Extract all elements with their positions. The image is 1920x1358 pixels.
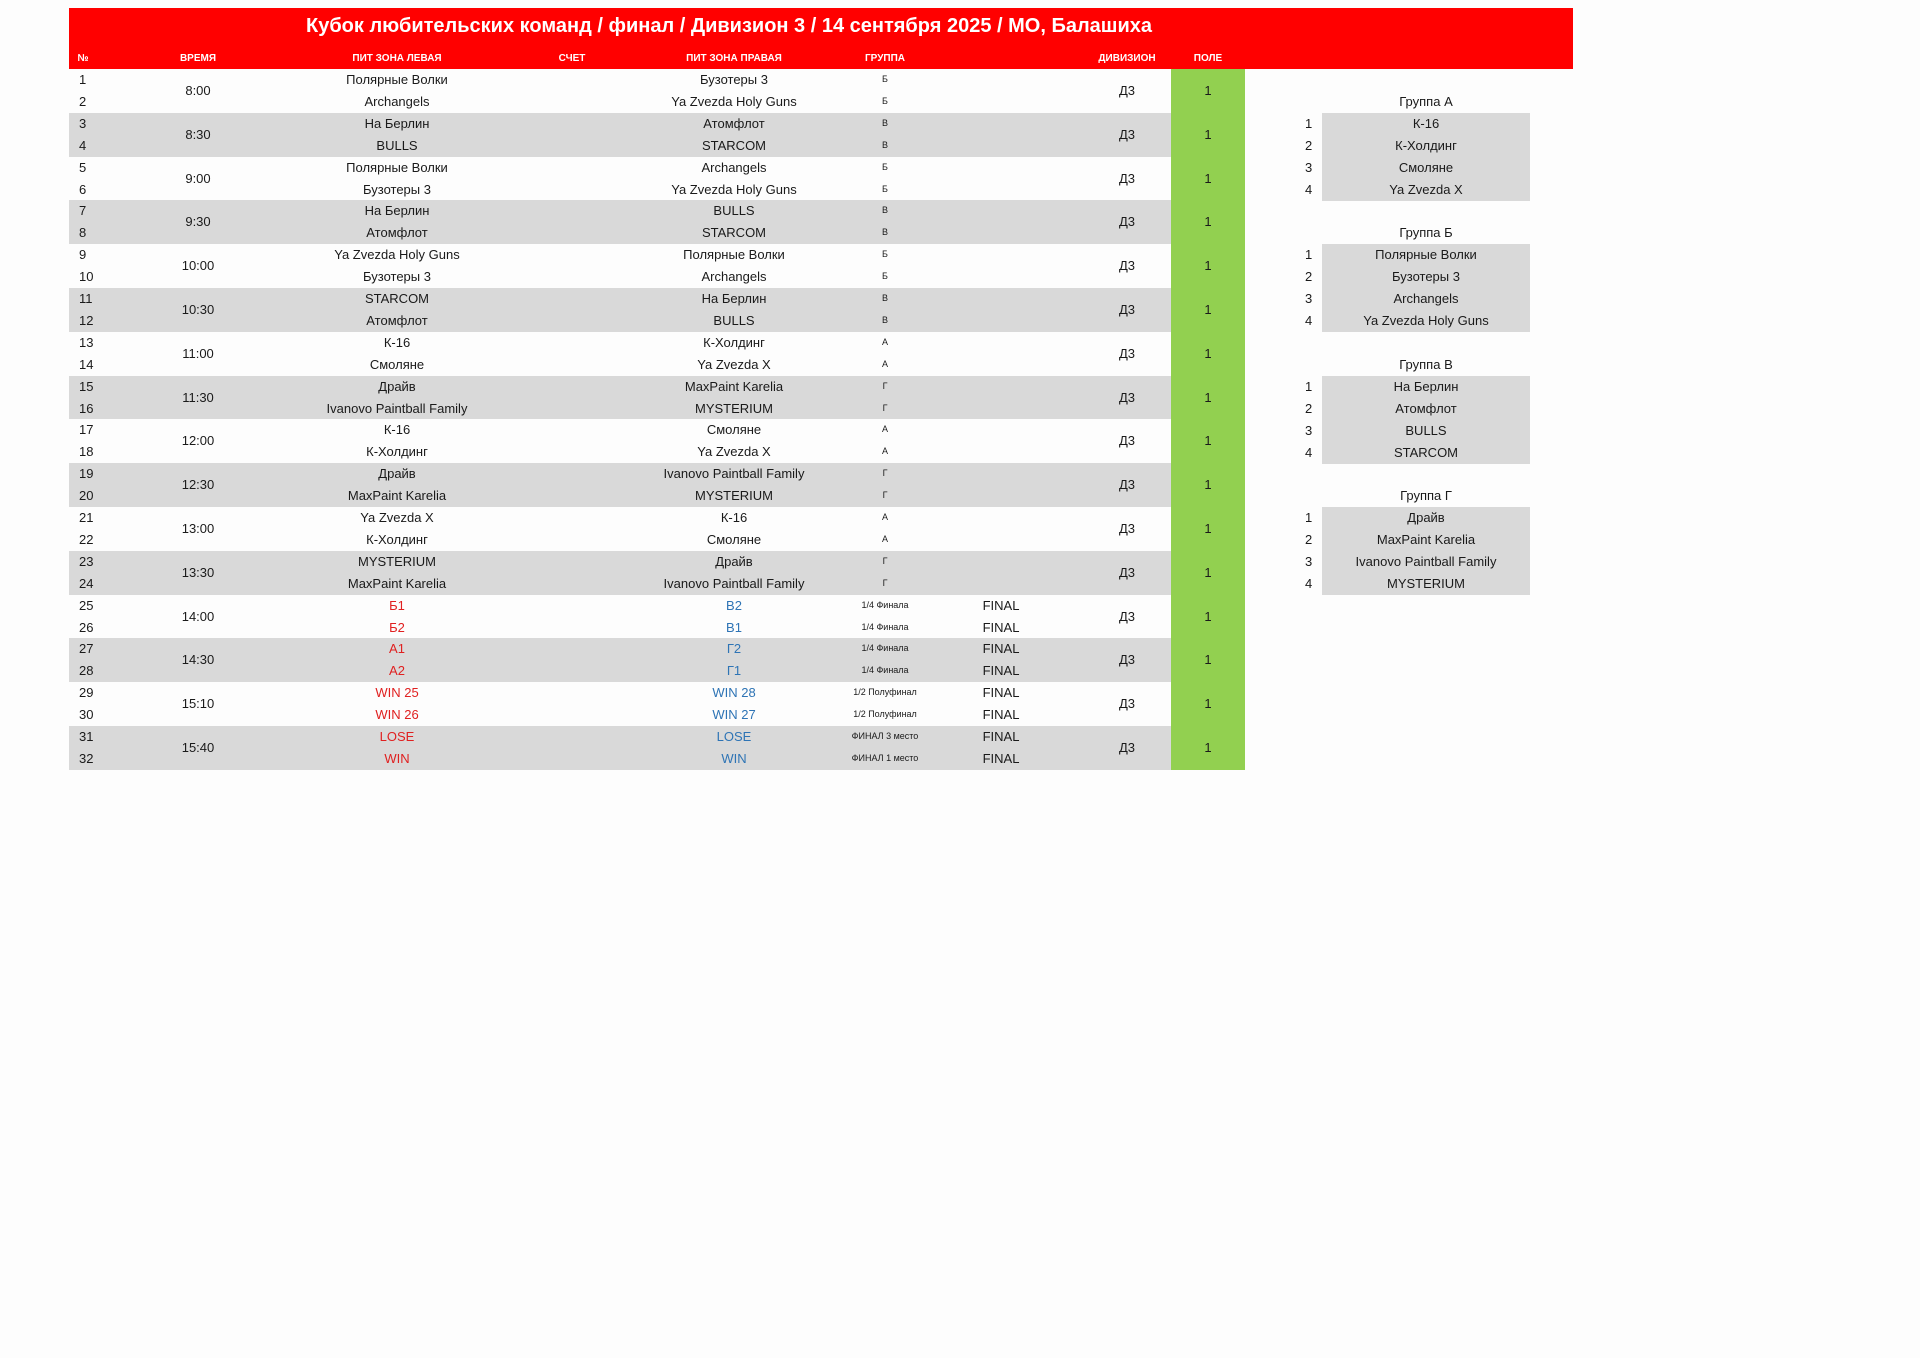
- game-group: Б: [882, 183, 888, 194]
- group-position: 2: [1305, 138, 1313, 153]
- game-number: 10: [79, 269, 94, 285]
- schedule-header: [69, 8, 1573, 69]
- left-pit-team: Полярные Волки: [346, 159, 448, 175]
- slot-division: Д3: [1118, 214, 1136, 230]
- slot-division: Д3: [1118, 608, 1136, 624]
- slot-time: 8:30: [185, 126, 211, 142]
- slot-time: 14:30: [181, 652, 215, 668]
- slot-division: Д3: [1118, 740, 1136, 755]
- right-pit-team: STARCOM: [701, 225, 767, 241]
- game-number: 9: [79, 247, 87, 263]
- slot-time: 12:00: [181, 433, 215, 449]
- left-pit-team: Б1: [389, 597, 405, 613]
- group-title: Группа Б: [1399, 225, 1453, 240]
- slot-time: 8:00: [185, 83, 211, 98]
- game-group: ФИНАЛ 1 место: [851, 752, 919, 763]
- slot-field: 1: [1204, 521, 1212, 536]
- row-band: [69, 463, 1171, 507]
- game-group: Г: [882, 380, 888, 391]
- game-stage: FINAL: [982, 663, 1020, 679]
- game-number: 7: [79, 203, 87, 219]
- game-group: А: [881, 424, 889, 435]
- col-header-left-pit: ПИТ ЗОНА ЛЕВАЯ: [352, 53, 442, 64]
- slot-division: Д3: [1118, 477, 1136, 493]
- slot-field: 1: [1204, 740, 1212, 755]
- game-group: А: [881, 336, 889, 347]
- game-stage: FINAL: [982, 707, 1020, 723]
- slot-field: 1: [1204, 477, 1212, 493]
- left-pit-team: Полярные Волки: [346, 72, 448, 87]
- col-header-num: №: [77, 53, 89, 64]
- game-number: 18: [79, 444, 94, 460]
- game-group: В: [881, 205, 889, 216]
- group-team: К-Холдинг: [1395, 138, 1457, 153]
- game-group: Г: [882, 402, 888, 413]
- game-number: 12: [79, 312, 94, 328]
- left-pit-team: STARCOM: [364, 291, 430, 306]
- right-pit-team: WIN 27: [712, 707, 756, 723]
- group-position: 2: [1305, 401, 1313, 416]
- slot-division: Д3: [1118, 564, 1136, 580]
- group-team: Полярные Волки: [1375, 247, 1477, 262]
- group-position: 4: [1305, 445, 1313, 460]
- right-pit-team: Полярные Волки: [683, 247, 785, 263]
- left-pit-team: А1: [389, 641, 405, 657]
- right-pit-team: Ivanovo Paintball Family: [663, 575, 805, 591]
- slot-division: Д3: [1118, 389, 1136, 405]
- group-title: Группа В: [1399, 357, 1453, 372]
- group-team: Драйв: [1407, 510, 1445, 525]
- slot-field: 1: [1204, 345, 1212, 361]
- group-position: 4: [1305, 576, 1313, 591]
- game-number: 4: [79, 137, 87, 153]
- right-pit-team: Смоляне: [706, 531, 762, 547]
- game-number: 17: [79, 422, 94, 438]
- game-number: 32: [79, 750, 94, 766]
- page-title: Кубок любительских команд / финал / Дивизион 3 / 14 сентября 2025 / МО, Балашиха: [305, 15, 1152, 37]
- left-pit-team: LOSE: [379, 729, 415, 744]
- game-group: Г: [882, 468, 888, 479]
- game-group: Б: [882, 271, 888, 282]
- slot-division: Д3: [1118, 126, 1136, 142]
- right-pit-team: В1: [726, 619, 742, 635]
- left-pit-team: Смоляне: [369, 356, 425, 372]
- left-pit-team: WIN 26: [375, 707, 419, 723]
- game-number: 31: [79, 729, 94, 744]
- game-stage: FINAL: [982, 619, 1020, 635]
- left-pit-team: К-Холдинг: [366, 531, 428, 547]
- slot-time: 9:00: [185, 170, 211, 186]
- slot-time: 13:00: [181, 521, 215, 536]
- group-team: Смоляне: [1398, 160, 1454, 175]
- group-position: 1: [1305, 379, 1313, 394]
- group-team: Ivanovo Paintball Family: [1355, 554, 1497, 569]
- game-group: А: [881, 512, 889, 522]
- col-header-time: ВРЕМЯ: [179, 53, 217, 64]
- game-number: 24: [79, 575, 94, 591]
- game-number: 30: [79, 707, 94, 723]
- game-number: 5: [79, 159, 87, 175]
- left-pit-team: WIN 25: [375, 685, 419, 701]
- left-pit-team: Б2: [389, 619, 405, 635]
- left-pit-team: MaxPaint Karelia: [347, 488, 447, 504]
- slot-division: Д3: [1118, 521, 1136, 536]
- slot-time: 14:00: [181, 608, 215, 624]
- game-number: 27: [79, 641, 94, 657]
- slot-time: 9:30: [185, 214, 211, 230]
- left-pit-team: Ya Zvezda X: [360, 510, 434, 525]
- group-team: Archangels: [1393, 291, 1459, 306]
- game-group: Г: [882, 490, 888, 501]
- game-group: В: [881, 227, 889, 238]
- game-stage: FINAL: [982, 729, 1020, 744]
- left-pit-team: Archangels: [364, 93, 430, 109]
- left-pit-team: MYSTERIUM: [358, 553, 436, 569]
- group-position: 1: [1305, 510, 1313, 525]
- game-group: 1/4 Финала: [861, 665, 909, 676]
- game-group: Б: [882, 161, 888, 172]
- col-header-right-pit: ПИТ ЗОНА ПРАВАЯ: [686, 53, 782, 64]
- right-pit-team: К-16: [720, 510, 748, 525]
- slot-field: 1: [1204, 608, 1212, 624]
- right-pit-team: Г2: [726, 641, 742, 657]
- game-number: 20: [79, 488, 94, 504]
- group-team: Ya Zvezda Holy Guns: [1363, 313, 1489, 328]
- left-pit-team: На Берлин: [364, 203, 430, 219]
- slot-time: 15:10: [181, 696, 215, 712]
- game-number: 29: [79, 685, 94, 701]
- slot-division: Д3: [1118, 170, 1136, 186]
- row-band: [69, 551, 1171, 595]
- group-team: Атомфлот: [1395, 401, 1457, 416]
- game-number: 19: [79, 466, 94, 482]
- game-number: 13: [79, 334, 94, 350]
- right-pit-team: BULLS: [713, 312, 755, 328]
- left-pit-team: Драйв: [378, 466, 416, 482]
- right-pit-team: WIN 28: [712, 685, 756, 701]
- game-group: В: [881, 139, 889, 150]
- left-pit-team: Ivanovo Paintball Family: [326, 400, 468, 416]
- col-header-field: ПОЛЕ: [1193, 53, 1223, 64]
- game-group: 1/2 Полуфинал: [853, 709, 917, 720]
- game-group: Г: [882, 555, 888, 566]
- game-group: 1/4 Финала: [861, 643, 909, 654]
- game-group: ФИНАЛ 3 место: [851, 731, 919, 741]
- game-stage: FINAL: [982, 641, 1020, 657]
- right-pit-team: BULLS: [713, 203, 755, 219]
- slot-time: 13:30: [181, 564, 215, 580]
- game-group: А: [881, 358, 889, 369]
- right-pit-team: WIN: [721, 750, 747, 766]
- game-number: 15: [79, 378, 94, 394]
- right-pit-team: Драйв: [715, 553, 753, 569]
- right-pit-team: MaxPaint Karelia: [684, 378, 784, 394]
- left-pit-team: MaxPaint Karelia: [347, 575, 447, 591]
- right-pit-team: К-Холдинг: [703, 334, 765, 350]
- game-stage: FINAL: [982, 597, 1020, 613]
- right-pit-team: STARCOM: [701, 137, 767, 153]
- game-group: В: [881, 293, 889, 303]
- slot-division: Д3: [1118, 652, 1136, 668]
- group-position: 1: [1305, 247, 1313, 262]
- slot-division: Д3: [1118, 345, 1136, 361]
- row-band: [69, 288, 1171, 332]
- left-pit-team: Бузотеры 3: [363, 181, 431, 197]
- right-pit-team: Archangels: [701, 159, 767, 175]
- slot-field: 1: [1204, 126, 1212, 142]
- left-pit-team: WIN: [384, 750, 410, 766]
- right-pit-team: LOSE: [716, 729, 752, 744]
- slot-division: Д3: [1118, 433, 1136, 449]
- game-group: Г: [882, 577, 888, 588]
- right-pit-team: Archangels: [701, 269, 767, 285]
- left-pit-team: Бузотеры 3: [363, 269, 431, 285]
- col-header-division: ДИВИЗИОН: [1098, 53, 1156, 64]
- slot-division: Д3: [1118, 258, 1136, 274]
- right-pit-team: Ivanovo Paintball Family: [663, 466, 805, 482]
- slot-field: 1: [1204, 258, 1212, 274]
- group-title: Группа Г: [1400, 488, 1452, 503]
- game-number: 14: [79, 356, 94, 372]
- game-number: 16: [79, 400, 94, 416]
- game-stage: FINAL: [982, 685, 1020, 701]
- group-team: MaxPaint Karelia: [1376, 532, 1476, 547]
- slot-division: Д3: [1118, 302, 1136, 317]
- left-pit-team: На Берлин: [364, 115, 430, 131]
- left-pit-team: BULLS: [376, 137, 418, 153]
- group-team: Ya Zvezda X: [1389, 182, 1463, 197]
- game-number: 21: [79, 510, 94, 525]
- right-pit-team: Ya Zvezda Holy Guns: [671, 93, 797, 109]
- game-group: В: [881, 117, 889, 128]
- slot-division: Д3: [1118, 696, 1136, 712]
- row-band: [69, 376, 1171, 420]
- game-number: 22: [79, 531, 94, 547]
- game-group: Б: [882, 95, 888, 106]
- game-number: 23: [79, 553, 94, 569]
- slot-field: 1: [1204, 83, 1212, 98]
- group-position: 2: [1305, 269, 1313, 284]
- game-number: 25: [79, 597, 94, 613]
- left-pit-team: Ya Zvezda Holy Guns: [334, 247, 460, 263]
- game-number: 26: [79, 619, 94, 635]
- game-number: 6: [79, 181, 87, 197]
- right-pit-team: MYSTERIUM: [695, 488, 773, 504]
- group-position: 3: [1305, 554, 1313, 569]
- right-pit-team: В2: [726, 597, 742, 613]
- group-position: 3: [1305, 423, 1313, 438]
- right-pit-team: MYSTERIUM: [695, 400, 773, 416]
- game-number: 1: [79, 72, 87, 87]
- right-pit-team: Ya Zvezda X: [697, 444, 771, 460]
- game-number: 8: [79, 225, 87, 241]
- slot-field: 1: [1204, 652, 1212, 668]
- group-team: STARCOM: [1393, 445, 1459, 460]
- left-pit-team: Атомфлот: [366, 312, 428, 328]
- slot-time: 10:00: [181, 258, 215, 274]
- left-pit-team: К-Холдинг: [366, 444, 428, 460]
- slot-time: 12:30: [181, 477, 215, 493]
- right-pit-team: Ya Zvezda Holy Guns: [671, 181, 797, 197]
- group-team: BULLS: [1405, 423, 1447, 438]
- slot-time: 10:30: [181, 302, 215, 317]
- row-band: [69, 113, 1171, 157]
- game-number: 11: [79, 291, 93, 306]
- slot-field: 1: [1204, 214, 1212, 230]
- slot-field: 1: [1204, 564, 1212, 580]
- slot-field: 1: [1204, 696, 1212, 712]
- group-team: К-16: [1412, 116, 1440, 131]
- slot-time: 11:30: [182, 389, 214, 405]
- slot-time: 11:00: [182, 345, 214, 361]
- right-pit-team: Атомфлот: [703, 115, 765, 131]
- group-team: MYSTERIUM: [1387, 576, 1465, 591]
- group-position: 1: [1305, 116, 1313, 131]
- group-position: 4: [1305, 182, 1313, 197]
- group-team: На Берлин: [1393, 379, 1459, 394]
- slot-field: 1: [1204, 389, 1212, 405]
- game-stage: FINAL: [982, 750, 1020, 766]
- slot-field: 1: [1204, 433, 1212, 449]
- left-pit-team: К-16: [383, 422, 411, 438]
- group-position: 2: [1305, 532, 1313, 547]
- left-pit-team: К-16: [383, 334, 411, 350]
- row-band: [69, 200, 1171, 244]
- game-group: Б: [882, 249, 888, 260]
- slot-division: Д3: [1118, 83, 1136, 98]
- left-pit-team: А2: [389, 663, 405, 679]
- game-group: 1/4 Финала: [861, 599, 909, 610]
- schedule-table: [69, 69, 1245, 770]
- right-pit-team: Смоляне: [706, 422, 762, 438]
- left-pit-team: Атомфлот: [366, 225, 428, 241]
- left-pit-team: Драйв: [378, 378, 416, 394]
- game-group: А: [881, 533, 889, 544]
- game-group: Б: [882, 74, 888, 84]
- group-position: 3: [1305, 160, 1313, 175]
- game-group: 1/4 Финала: [861, 621, 909, 632]
- col-header-score: СЧЕТ: [558, 53, 586, 64]
- game-number: 3: [79, 115, 87, 131]
- game-number: 2: [79, 93, 87, 109]
- group-team: Бузотеры 3: [1392, 269, 1460, 284]
- right-pit-team: Бузотеры 3: [700, 72, 768, 87]
- right-pit-team: На Берлин: [701, 291, 767, 306]
- group-title: Группа А: [1399, 94, 1453, 109]
- col-header-group: ГРУППА: [864, 53, 906, 64]
- game-number: 28: [79, 663, 94, 679]
- game-group: В: [881, 314, 889, 325]
- slot-time: 15:40: [181, 740, 215, 755]
- right-pit-team: Ya Zvezda X: [697, 356, 771, 372]
- group-position: 3: [1305, 291, 1313, 306]
- right-pit-team: Г1: [726, 663, 742, 679]
- group-position: 4: [1305, 313, 1313, 328]
- slot-field: 1: [1204, 170, 1212, 186]
- game-group: 1/2 Полуфинал: [853, 687, 917, 698]
- slot-field: 1: [1204, 302, 1212, 317]
- game-group: А: [881, 446, 889, 457]
